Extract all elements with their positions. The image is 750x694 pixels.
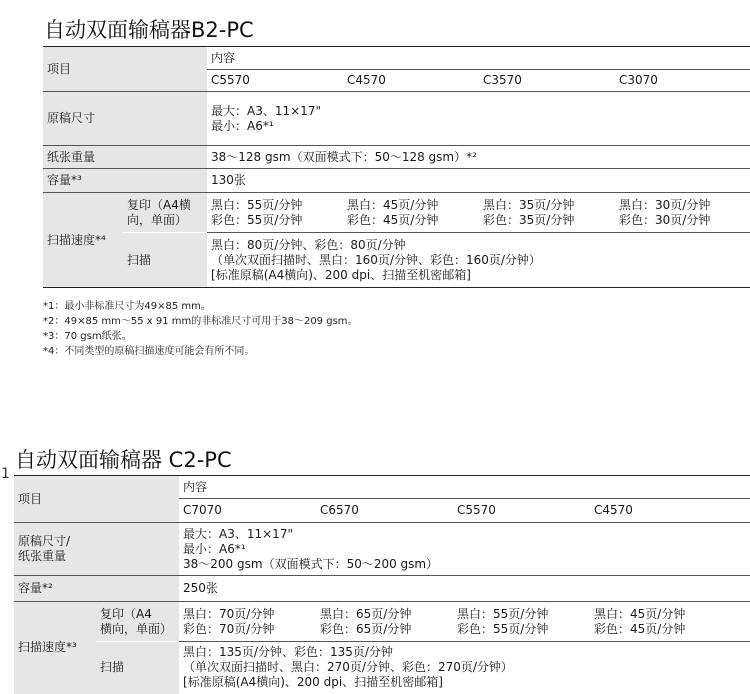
copy-speed-cell: 黑白：45页/分钟 彩色：45页/分钟 [343,193,479,233]
row-label-capacity: 容量*³ [43,169,207,193]
model-name: C5570 [207,70,343,92]
model-name: C4570 [590,499,750,523]
row-label-scan-speed: 扫描速度*⁴ [43,193,123,288]
header-item-label: 项目 [43,47,207,92]
scan-sublabel: 扫描 [123,233,207,288]
copy-speed-cell: 黑白：45页/分钟 彩色：45页/分钟 [590,602,750,642]
capacity-value: 250张 [179,576,750,602]
copy-speed-cell: 黑白：65页/分钟 彩色：65页/分钟 [316,602,453,642]
section1-title: 自动双面输稿器B2-PC [44,18,254,42]
header-content-label: 内容 [207,47,750,70]
copy-speed-cell: 黑白：30页/分钟 彩色：30页/分钟 [615,193,750,233]
row-label-scan-speed: 扫描速度*³ [14,602,96,694]
paper-weight-value: 38～128 gsm（双面模式下：50～128 gsm）*² [207,146,750,169]
copy-speed-cell: 黑白：55页/分钟 彩色：55页/分钟 [453,602,590,642]
page-mark: 1 [1,466,10,482]
scan-speed-value: 黑白：135页/分钟、彩色：135页/分钟 （单次双面扫描时、黑白：270页/分钟、彩色：270页/分钟） [标准原稿(A4横向)、200 dpi、扫描至机密邮箱] [179,642,750,694]
footnote: *1：最小非标准尺寸为49×85 mm。 [43,301,211,312]
header-item-label: 项目 [14,476,179,523]
section1-footnotes [43,299,358,359]
copy-sublabel: 复印（A4 横向，单面） [96,602,179,642]
row-label-capacity: 容量*² [14,576,179,602]
footnote: *3：70 gsm纸张。 [43,331,132,342]
copy-speed-cell: 黑白：70页/分钟 彩色：70页/分钟 [179,602,316,642]
scan-speed-value: 黑白：80页/分钟、彩色：80页/分钟 （单次双面扫描时、黑白：160页/分钟、彩色：160页/分钟） [标准原稿(A4横向)、200 dpi、扫描至机密邮箱] [207,233,750,288]
footnote: *2：49×85 mm～55 x 91 mm的非标准尺寸可用于38～209 gsm。 [43,316,358,327]
row-label-original-size-weight: 原稿尺寸/ 纸张重量 [14,523,179,576]
model-name: C4570 [343,70,479,92]
footnote: *4：不同类型的原稿扫描速度可能会有所不同。 [43,346,255,357]
header-content-label: 内容 [179,476,750,499]
model-name: C3570 [479,70,615,92]
model-name: C6570 [316,499,453,523]
original-size-value: 最大：A3、11×17" 最小：A6*¹ [207,92,750,146]
scan-sublabel: 扫描 [96,642,179,694]
copy-speed-cell: 黑白：55页/分钟 彩色：55页/分钟 [207,193,343,233]
row-label-paper-weight: 纸张重量 [43,146,207,169]
model-name: C3070 [615,70,750,92]
section2-spec-table [14,475,750,694]
original-size-weight-value: 最大：A3、11×17" 最小：A6*¹ 38～200 gsm（双面模式下：50～200 gsm） [179,523,750,576]
section1-spec-table [43,46,750,288]
model-name: C5570 [453,499,590,523]
capacity-value: 130张 [207,169,750,193]
section2-title: 自动双面输稿器 C2-PC [15,448,232,472]
copy-sublabel: 复印（A4横 向，单面） [123,193,207,233]
model-name: C7070 [179,499,316,523]
copy-speed-cell: 黑白：35页/分钟 彩色：35页/分钟 [479,193,615,233]
row-label-original-size: 原稿尺寸 [43,92,207,146]
